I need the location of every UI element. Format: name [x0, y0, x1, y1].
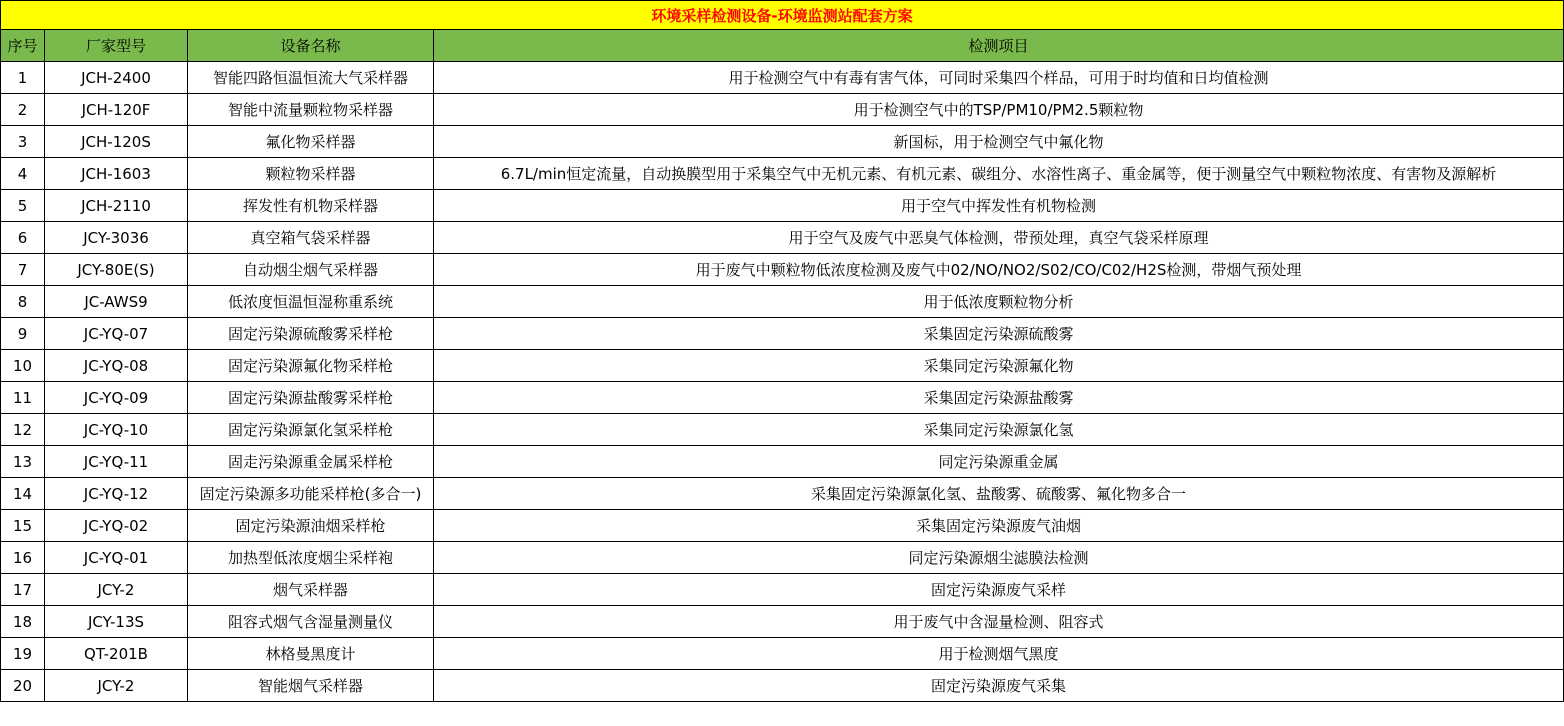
table-row: [1, 542, 1564, 574]
detection-project-cell: 用于空气中挥发性有机物检测: [434, 190, 1564, 222]
detection-project-cell: 用于检测烟气黑度: [434, 638, 1564, 670]
detection-project-cell: 用于空气及废气中恶臭气体检测，带预处理，真空气袋采样原理: [434, 222, 1564, 254]
device-name-cell: 智能四路恒温恒流大气采样器: [188, 62, 434, 94]
table-row: [1, 318, 1564, 350]
row-number-cell: 2: [1, 94, 45, 126]
device-name-cell: 真空箱气袋采样器: [188, 222, 434, 254]
detection-project-cell: 用于检测空气中有毒有害气体，可同时采集四个样品，可用于时均值和日均值检测: [434, 62, 1564, 94]
row-number-cell: 6: [1, 222, 45, 254]
model-cell: JC-AWS9: [45, 286, 188, 318]
row-number-cell: 7: [1, 254, 45, 286]
table-row: [1, 126, 1564, 158]
row-number-cell: 13: [1, 446, 45, 478]
model-cell: JC-YQ-01: [45, 542, 188, 574]
detection-project-cell: 采集同定污染源氯化氢: [434, 414, 1564, 446]
detection-project-cell: 采集同定污染源氟化物: [434, 350, 1564, 382]
table-row: [1, 574, 1564, 606]
table-row: [1, 414, 1564, 446]
detection-project-cell: 同定污染源重金属: [434, 446, 1564, 478]
device-name-cell: 挥发性有机物采样器: [188, 190, 434, 222]
model-cell: JCY-3036: [45, 222, 188, 254]
table-row: [1, 94, 1564, 126]
row-number-cell: 14: [1, 478, 45, 510]
model-cell: JCY-13S: [45, 606, 188, 638]
detection-project-cell: 采集固定污染源硫酸雾: [434, 318, 1564, 350]
model-cell: JCY-2: [45, 574, 188, 606]
table-row: [1, 510, 1564, 542]
detection-project-cell: 用于废气中含湿量检测、阻容式: [434, 606, 1564, 638]
device-name-cell: 固定污染源多功能采样枪(多合一): [188, 478, 434, 510]
table-row: [1, 222, 1564, 254]
device-name-cell: 固定污染源硫酸雾采样枪: [188, 318, 434, 350]
detection-project-cell: 采集固定污染源氯化氢、盐酸雾、硫酸雾、氟化物多合一: [434, 478, 1564, 510]
table-row: [1, 190, 1564, 222]
row-number-cell: 1: [1, 62, 45, 94]
device-name-cell: 阻容式烟气含湿量测量仪: [188, 606, 434, 638]
table-row: [1, 606, 1564, 638]
table-row: [1, 478, 1564, 510]
device-name-cell: 颗粒物采样器: [188, 158, 434, 190]
model-cell: JC-YQ-02: [45, 510, 188, 542]
table-row: [1, 286, 1564, 318]
header-device-name: 设备名称: [188, 30, 434, 62]
row-number-cell: 10: [1, 350, 45, 382]
table-row: [1, 670, 1564, 702]
device-name-cell: 固定污染源氯化氢采样枪: [188, 414, 434, 446]
detection-project-cell: 固定污染源废气采集: [434, 670, 1564, 702]
model-cell: JCH-2110: [45, 190, 188, 222]
model-cell: QT-201B: [45, 638, 188, 670]
table-row: [1, 62, 1564, 94]
table-row: [1, 446, 1564, 478]
device-name-cell: 智能中流量颗粒物采样器: [188, 94, 434, 126]
table-row: [1, 350, 1564, 382]
model-cell: JCH-2400: [45, 62, 188, 94]
model-cell: JCH-120S: [45, 126, 188, 158]
detection-project-cell: 固定污染源废气采样: [434, 574, 1564, 606]
model-cell: JCY-80E(S): [45, 254, 188, 286]
row-number-cell: 11: [1, 382, 45, 414]
model-cell: JC-YQ-10: [45, 414, 188, 446]
model-cell: JCH-120F: [45, 94, 188, 126]
row-number-cell: 20: [1, 670, 45, 702]
row-number-cell: 9: [1, 318, 45, 350]
row-number-cell: 8: [1, 286, 45, 318]
row-number-cell: 16: [1, 542, 45, 574]
row-number-cell: 12: [1, 414, 45, 446]
detection-project-cell: 用于低浓度颗粒物分析: [434, 286, 1564, 318]
table-row: [1, 158, 1564, 190]
model-cell: JC-YQ-11: [45, 446, 188, 478]
header-detection-project: 检测项目: [434, 30, 1564, 62]
device-name-cell: 低浓度恒温恒湿称重系统: [188, 286, 434, 318]
device-name-cell: 自动烟尘烟气采样器: [188, 254, 434, 286]
device-name-cell: 林格曼黑度计: [188, 638, 434, 670]
row-number-cell: 3: [1, 126, 45, 158]
model-cell: JC-YQ-12: [45, 478, 188, 510]
table-row: [1, 638, 1564, 670]
detection-project-cell: 采集固定污染源盐酸雾: [434, 382, 1564, 414]
row-number-cell: 15: [1, 510, 45, 542]
model-cell: JC-YQ-08: [45, 350, 188, 382]
detection-project-cell: 采集固定污染源废气油烟: [434, 510, 1564, 542]
device-name-cell: 氟化物采样器: [188, 126, 434, 158]
model-cell: JCY-2: [45, 670, 188, 702]
device-name-cell: 固定污染源油烟采样枪: [188, 510, 434, 542]
detection-project-cell: 用于废气中颗粒物低浓度检测及废气中02/NO/NO2/S02/CO/C02/H2S检测，带烟气预处理: [434, 254, 1564, 286]
model-cell: JC-YQ-07: [45, 318, 188, 350]
row-number-cell: 19: [1, 638, 45, 670]
table-row: [1, 254, 1564, 286]
detection-project-cell: 同定污染源烟尘滤膜法检测: [434, 542, 1564, 574]
table-title-row: [1, 1, 1564, 30]
table-row: [1, 382, 1564, 414]
device-name-cell: 固定污染源氟化物采样枪: [188, 350, 434, 382]
row-number-cell: 4: [1, 158, 45, 190]
device-name-cell: 固走污染源重金属采样枪: [188, 446, 434, 478]
row-number-cell: 17: [1, 574, 45, 606]
model-cell: JCH-1603: [45, 158, 188, 190]
header-row-number: 序号: [1, 30, 45, 62]
header-model: 厂家型号: [45, 30, 188, 62]
detection-project-cell: 6.7L/min恒定流量，自动换膜型用于采集空气中无机元素、有机元素、碳组分、水溶性离子、重金属等，便于测量空气中颗粒物浓度、有害物及源解析: [434, 158, 1564, 190]
page-title: 环境采样检测设备-环境监测站配套方案: [1, 1, 1564, 30]
device-name-cell: 智能烟气采样器: [188, 670, 434, 702]
device-name-cell: 烟气采样器: [188, 574, 434, 606]
device-name-cell: 固定污染源盐酸雾采样枪: [188, 382, 434, 414]
model-cell: JC-YQ-09: [45, 382, 188, 414]
table-header-row: [1, 30, 1564, 62]
table-body: [1, 62, 1564, 702]
row-number-cell: 5: [1, 190, 45, 222]
row-number-cell: 18: [1, 606, 45, 638]
detection-project-cell: 用于检测空气中的TSP/PM10/PM2.5颗粒物: [434, 94, 1564, 126]
device-name-cell: 加热型低浓度烟尘采样袍: [188, 542, 434, 574]
detection-project-cell: 新国标，用于检测空气中氟化物: [434, 126, 1564, 158]
